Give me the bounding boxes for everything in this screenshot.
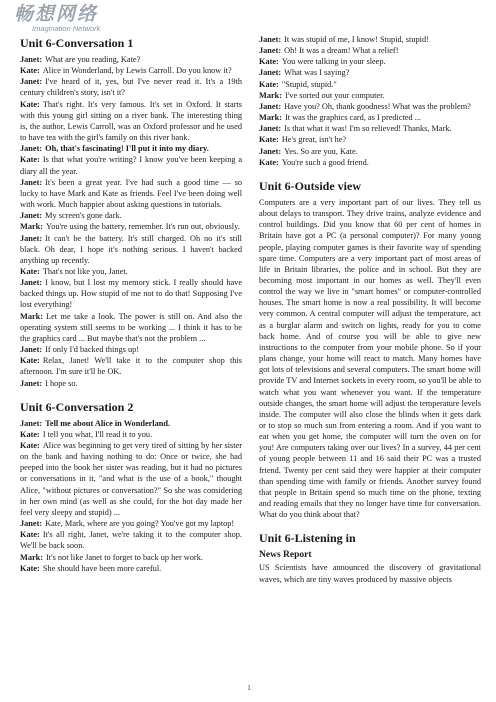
speaker-name: Janet: (259, 68, 282, 78)
dialogue-line (259, 146, 481, 157)
dialogue-text: It was the graphics card, as I predicted ... (285, 113, 421, 123)
logo-english-text: Imagination Network (32, 24, 101, 33)
dialogue-line (20, 552, 242, 563)
dialogue-text: I've heard of it, yes, but I've never read it. It's a 19th century children's story, isn't it? (20, 77, 242, 98)
dialogue-line (20, 529, 242, 551)
dialogue-text: That's not like you, Janet. (42, 266, 128, 276)
speaker-name: Kate: (20, 429, 40, 439)
speaker-name: Mark: (20, 552, 44, 562)
dialogue-text: Tell me about Alice in Wonderland. (45, 418, 171, 428)
speaker-name: Janet: (259, 46, 282, 56)
dialogue-line (20, 154, 242, 176)
page-number: 1 (247, 684, 251, 692)
speaker-name: Kate: (259, 157, 279, 167)
speaker-name: Kate: (259, 135, 279, 145)
dialogue-line (20, 518, 242, 529)
listening-in-heading: Unit 6-Listening in (259, 531, 356, 546)
speaker-name: Janet: (259, 124, 282, 134)
dialogue-text: It was stupid of me, I know! Stupid, stupid! (284, 35, 429, 44)
news-report-text: US Scientists have announced the discovery of gravitational waves, which are tiny waves produced by massive objects (259, 563, 481, 584)
speaker-name: Mark: (20, 222, 44, 232)
speaker-name: Janet: (20, 519, 43, 529)
outside-view-text: Computers are a very important part of our lives. They tell us about delays to transport. They drive trains, analyze evidence and control buildings. Did you know that 60 per cent of homes in Britain have got a PC (a personal computer)? For many young people, playing computer games is their favorite way of spending spare time. Computers are a very important part of most areas of life in Britain libraries, the police and in school. But they are becoming most important in our homes as well. They'll even control the way we live in "smart homes" or computer-controlled houses. The smart home is now a real possibility. It will become very common. A central computer will adjust the temperature, act as a burglar alarm and switch on lights, ready for you to come back home. And of course you will be able to give new instructions to the computer from your mobile phone. So if your plans change, your home will react to match. Many homes have got lots of televisions and several computers. The smart home will provide TV and Internet sockets in every room, so you'll be able to watch what you want whenever you want. If the temperature outside changes, the smart home will adjust the temperature levels inside. The computer will also close the blinds when it gets dark or to stop so much sun from entering a room. And if you want to eat when you get home, the computer will turn the oven on for you! Are computers taking over our lives? In a survey, 44 per cent of young people between 11 and 16 said their PC was a trusted friend. Twenty per cent said they were happier at their computer than spending time with family or friends. Another survey found that people in Britain spend so much time on the phone, texting and reading emails that they no longer have time for conversation. What do you think about that? (259, 197, 481, 520)
speaker-name: Kate: (20, 266, 40, 276)
dialogue-text: I've sorted out your computer. (285, 90, 385, 100)
speaker-name: Janet: (20, 177, 43, 187)
conversation-1-dialogue (20, 54, 242, 389)
right-column (259, 34, 481, 684)
speaker-name: Janet: (20, 278, 43, 288)
dialogue-line (20, 355, 242, 377)
outside-view-heading: Unit 6-Outside view (259, 178, 361, 193)
dialogue-text: Is that what it was! I'm so relieved! Thanks, Mark. (284, 124, 452, 134)
dialogue-line (259, 67, 481, 78)
dialogue-text: It's not like Janet to forget to back up her work. (46, 552, 203, 562)
speaker-name: Kate: (20, 356, 40, 366)
speaker-name: Kate: (20, 155, 40, 165)
speaker-name: Kate: (20, 66, 40, 76)
dialogue-line (20, 378, 242, 389)
dialogue-line (20, 54, 242, 65)
speaker-name: Janet: (20, 345, 43, 355)
speaker-name: Mark: (259, 113, 283, 123)
dialogue-text: It's been a great year. I've had such a good time — so lucky to have Mark and Kate as friends. Feel I've been doing well with work. Much happier about asking questions in tutorials. (20, 177, 242, 210)
dialogue-line (259, 45, 481, 56)
dialogue-line (20, 210, 242, 221)
dialogue-line (20, 143, 242, 154)
dialogue-text: My screen's gone dark. (45, 211, 122, 221)
dialogue-line (259, 123, 481, 134)
dialogue-text: "Stupid, stupid." (281, 79, 337, 89)
dialogue-line (20, 233, 242, 266)
speaker-name: Kate: (20, 441, 40, 450)
dialogue-text: Alice in Wonderland, by Lewis Carroll. Do you know it? (42, 66, 232, 76)
dialogue-line (20, 76, 242, 98)
dialogue-line (259, 157, 481, 168)
dialogue-text: Kate, Mark, where are you going? You've got my laptop! (45, 519, 235, 529)
dialogue-line (20, 563, 242, 574)
conversation-2-continued (259, 34, 481, 168)
speaker-name: Janet: (20, 144, 43, 154)
dialogue-line (20, 277, 242, 310)
dialogue-text: It's all right, Janet, we're taking it to the computer shop. We'll be back soon. (20, 530, 242, 551)
dialogue-text: Oh, that's fascinating! I'll put it into my diary. (45, 144, 209, 154)
dialogue-line (20, 177, 242, 210)
dialogue-text: Let me take a look. The power is still on. And also the operating system still seems to be working ... I think it has to be the graphics card ... But maybe that's not the problem ... (20, 311, 242, 343)
dialogue-line (259, 90, 481, 101)
dialogue-line (20, 221, 242, 232)
conversation-2-dialogue (20, 418, 242, 574)
speaker-name: Janet: (259, 146, 282, 156)
dialogue-text: You were talking in your sleep. (281, 57, 386, 67)
dialogue-line (20, 418, 242, 429)
dialogue-line (259, 112, 481, 123)
site-logo (14, 4, 134, 38)
dialogue-text: Oh! It was a dream! What a relief! (284, 46, 399, 56)
dialogue-line (259, 134, 481, 145)
dialogue-text: If only I'd backed things up! (45, 345, 140, 355)
speaker-name: Janet: (259, 35, 282, 44)
speaker-name: Janet: (259, 101, 282, 111)
dialogue-line (259, 79, 481, 90)
dialogue-line (20, 311, 242, 344)
logo-chinese-text: 畅想网络 (14, 3, 99, 25)
conversation-1-heading: Unit 6-Conversation 1 (20, 36, 134, 50)
dialogue-text: Yes. So are you, Kate. (284, 146, 358, 156)
dialogue-text: Alice was beginning to get very tired of sitting by her sister on the bank and having nothing to do: Once or twice, she had peeped into the book her sister was reading, but it had no pictures or conversations in it, "and what is the use of a book," thought Alice, "without pictures or conversation?" So she was considering in her own mind (as well as she could, for the hot day made her feel very sleepy and stupid) ... (20, 441, 242, 517)
dialogue-text: What are you reading, Kate? (45, 55, 141, 64)
dialogue-text: Have you? Oh, thank goodness! What was the problem? (284, 101, 471, 111)
speaker-name: Kate: (20, 530, 40, 540)
dialogue-text: I tell you what, I'll read it to you. (42, 429, 153, 439)
dialogue-text: He's great, isn't he? (281, 135, 347, 145)
dialogue-text: She should have been more careful. (42, 563, 162, 573)
speaker-name: Janet: (20, 418, 43, 428)
speaker-name: Janet: (20, 378, 43, 388)
dialogue-line (259, 34, 481, 45)
dialogue-text: That's right. It's very famous. It's set in Oxford. It starts with this young girl sitting on a river bank. The interesting thing is, the author, Lewis Carroll, was an Oxford professor and he used to have tea with the girl's family on this river bank. (20, 99, 242, 143)
dialogue-line (20, 429, 242, 440)
dialogue-line (20, 266, 242, 277)
news-report-heading: News Report (259, 550, 312, 561)
dialogue-line (20, 99, 242, 144)
left-column (20, 34, 242, 684)
dialogue-line (20, 65, 242, 76)
speaker-name: Janet: (20, 77, 43, 87)
speaker-name: Mark: (20, 311, 44, 321)
conversation-2-heading: Unit 6-Conversation 2 (20, 399, 134, 414)
speaker-name: Kate: (20, 563, 40, 573)
dialogue-line (20, 344, 242, 355)
speaker-name: Kate: (259, 79, 279, 89)
speaker-name: Janet: (20, 233, 43, 243)
speaker-name: Kate: (259, 57, 279, 67)
dialogue-line (259, 101, 481, 112)
dialogue-text: I hope so. (45, 378, 78, 388)
dialogue-text: You're using the battery, remember. It's run out, obviously. (46, 222, 240, 232)
speaker-name: Janet: (20, 211, 43, 221)
speaker-name: Janet: (20, 55, 43, 64)
dialogue-text: It can't be the battery. It's still charged. Oh no it's still black. Oh dear, I hope it's nothing serious. I haven't backed anything up recently. (20, 233, 242, 265)
dialogue-text: Relax, Janet! We'll take it to the computer shop this afternoon. I'm sure it'll be OK. (20, 356, 242, 377)
dialogue-text: I know, but I lost my memory stick. I really should have backed things up. How stupid of me not to do that! Supposing I've lost everything! (20, 278, 242, 310)
dialogue-line (20, 440, 242, 518)
speaker-name: Kate: (20, 99, 40, 109)
dialogue-line (259, 56, 481, 67)
speaker-name: Mark: (259, 90, 283, 100)
dialogue-text: You're such a good friend. (281, 157, 369, 167)
dialogue-text: Is that what you're writing? I know you've been keeping a diary all the year. (20, 155, 242, 176)
dialogue-text: What was I saying? (284, 68, 350, 78)
